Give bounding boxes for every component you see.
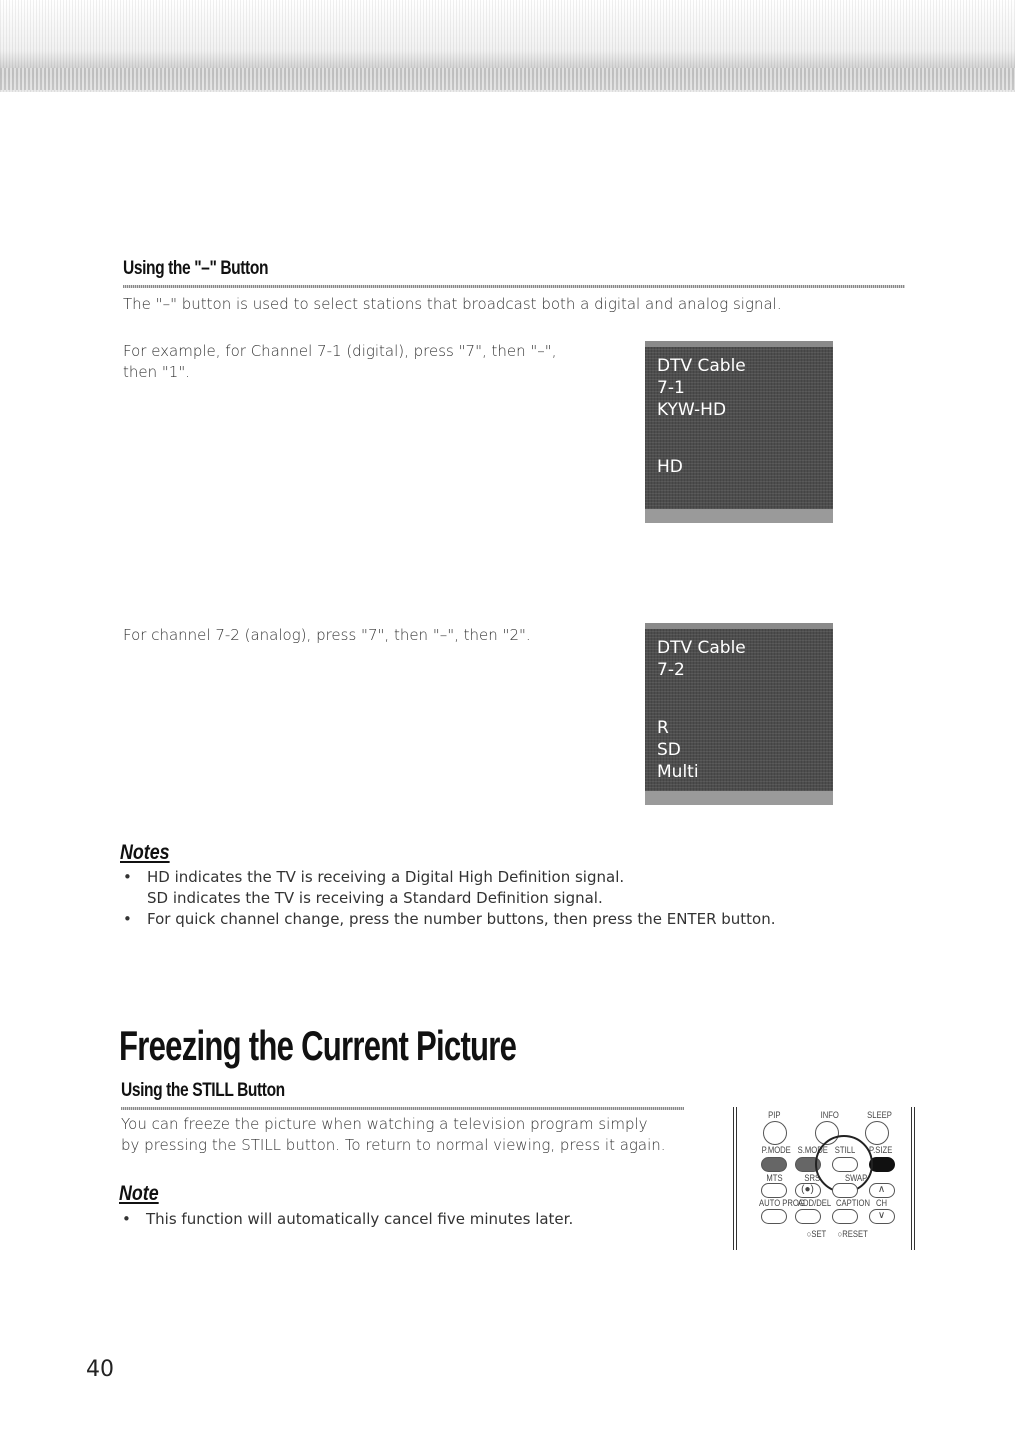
tv2-line5: Multi [657, 762, 699, 782]
note-item-quick-change-text: For quick channel change, press the number buttons, then press the ENTER button. [147, 910, 776, 928]
tv2-gap [657, 681, 821, 717]
remote-ch-down-icon: ∨ [877, 1210, 886, 1221]
intro-text: The "–" button is used to select stations that broadcast both a digital and analog signal. [123, 295, 782, 313]
remote-mts-button [761, 1183, 787, 1198]
remote-label-psize: P.SIZE [869, 1145, 893, 1155]
section-rule-still [121, 1107, 684, 1110]
remote-ch-up-button [869, 1183, 895, 1198]
section-title-freezing: Freezing the Current Picture [119, 1022, 517, 1069]
example1-line1: For example, for Channel 7-1 (digital), press "7", then "–", [123, 342, 557, 360]
still-text-line2: by pressing the STILL button. To return to normal viewing, press it again. [121, 1136, 666, 1154]
page-number: 40 [86, 1357, 114, 1382]
remote-caption-button [832, 1209, 858, 1224]
remote-label-pip: PIP [768, 1110, 781, 1120]
remote-pmode-button [761, 1157, 787, 1172]
remote-add-del-button [795, 1209, 821, 1224]
remote-label-reset: ○RESET [837, 1229, 868, 1239]
remote-label-caption: CAPTION [836, 1198, 871, 1208]
tv1-line1: DTV Cable [657, 356, 746, 376]
note-item-auto-cancel-text: This function will automatically cancel five minutes later. [146, 1210, 574, 1228]
tv1-gap [657, 421, 821, 456]
remote-ch-up-icon: ∧ [877, 1184, 886, 1195]
remote-srs-button [795, 1183, 821, 1198]
tv2-line1: DTV Cable [657, 638, 746, 658]
remote-label-ch: CH [875, 1198, 888, 1208]
tv1-line3: KYW-HD [657, 400, 727, 420]
remote-label-smode: S.MODE [797, 1145, 828, 1155]
tv-screen-digital [645, 341, 833, 523]
remote-pip-button [763, 1121, 787, 1145]
remote-label-mts: MTS [766, 1173, 783, 1183]
remote-auto-prog-button [761, 1209, 787, 1224]
notes-heading: Notes [120, 841, 170, 864]
section-rule [123, 285, 905, 288]
example2-text: For channel 7-2 (analog), press "7", then "–", then "2". [123, 626, 531, 644]
remote-ch-down-button [869, 1209, 895, 1224]
example1-text [123, 341, 603, 383]
remote-label-sleep: SLEEP [867, 1110, 892, 1120]
note-heading: Note [119, 1182, 159, 1205]
tv2-line3: R [657, 718, 669, 738]
example1-line2: then "1". [123, 363, 191, 381]
tv2-line2: 7-2 [657, 660, 685, 680]
remote-label-swap: SWAP [844, 1173, 868, 1183]
note-item-hd-text: HD indicates the TV is receiving a Digital High Definition signal. [147, 868, 625, 886]
remote-label-still: STILL [834, 1145, 856, 1155]
note-item-hd [119, 867, 919, 909]
tv-screen-analog [645, 623, 833, 805]
still-text-line1: You can freeze the picture when watching a television program simply [121, 1115, 648, 1133]
remote-label-info: INFO [820, 1110, 839, 1120]
remote-label-set-text: SET [811, 1229, 827, 1239]
note-item-auto-cancel [118, 1209, 678, 1230]
section-heading-still-button: Using the STILL Button [121, 1080, 285, 1101]
tv1-line4: HD [657, 457, 683, 477]
header-band [0, 0, 1015, 92]
section-heading-dash-button: Using the "–" Button [123, 258, 269, 279]
remote-swap-button [832, 1183, 858, 1198]
note-item-quick-change [119, 909, 919, 930]
notes-list [119, 867, 919, 930]
tv2-line4: SD [657, 740, 681, 760]
remote-label-add-del: ADD/DEL [797, 1198, 832, 1208]
remote-label-set: ○SET [806, 1229, 827, 1239]
remote-label-auto-prog: AUTO PROG [759, 1198, 805, 1208]
note-list [118, 1209, 678, 1230]
still-text [121, 1114, 721, 1156]
remote-label-reset-text: RESET [842, 1229, 868, 1239]
tv1-line2: 7-1 [657, 378, 685, 398]
note-item-sd-text: SD indicates the TV is receiving a Standard Definition signal. [147, 889, 603, 907]
remote-illustration [733, 1107, 915, 1250]
remote-srs-dot-icon: (●) [801, 1184, 814, 1195]
remote-label-pmode: P.MODE [761, 1145, 791, 1155]
remote-sleep-button [865, 1121, 889, 1145]
remote-label-srs: SRS [804, 1173, 821, 1183]
